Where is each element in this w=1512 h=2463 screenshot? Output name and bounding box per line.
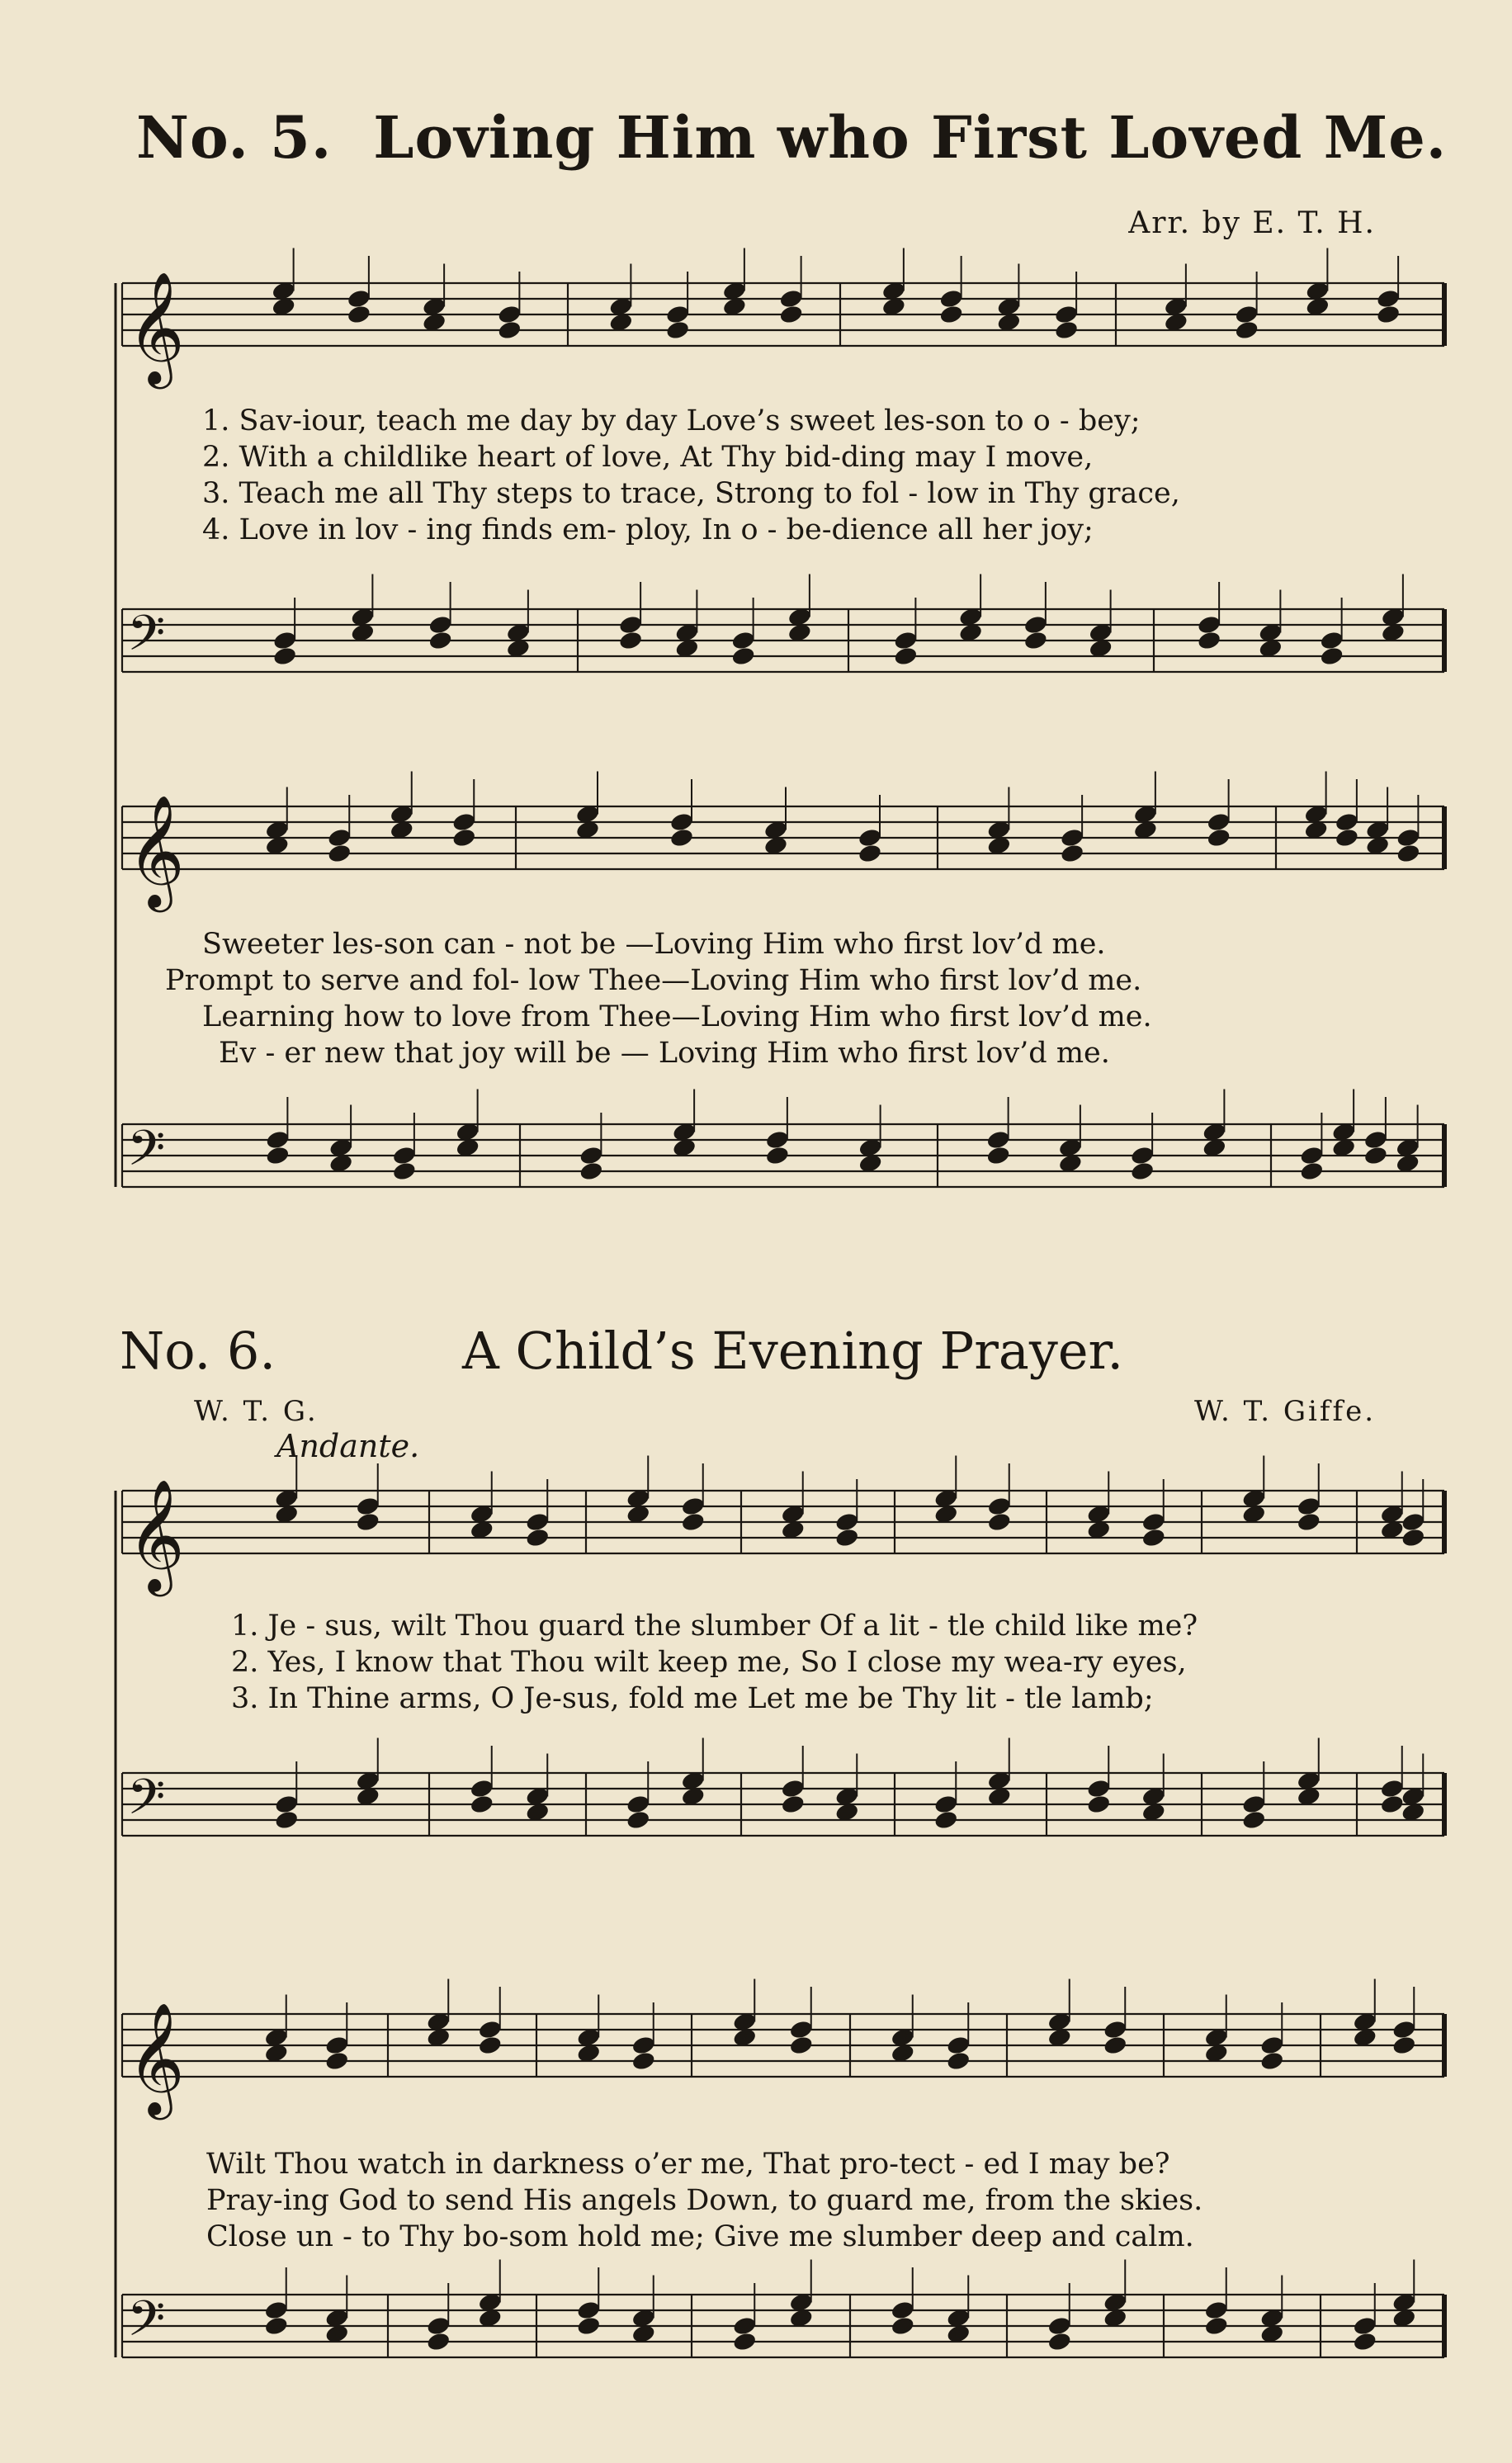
note-head — [1023, 614, 1049, 636]
note-head — [1086, 1794, 1112, 1815]
note-head — [265, 1145, 291, 1166]
note-head — [497, 319, 522, 341]
note-head — [626, 1794, 651, 1815]
note-head — [1203, 2300, 1229, 2321]
note-head — [428, 630, 453, 651]
note-head — [765, 1129, 791, 1151]
note-head — [1259, 2035, 1285, 2056]
verse-line: 2. With a childlike heart of love, At Thy bid-ding may I move, — [202, 441, 1094, 474]
verse-line: 1. Sav-iour, teach me day by day Love’s sweet les-son to o - bey; — [202, 404, 1141, 437]
hymn5-heading — [136, 103, 1447, 172]
note-head — [1141, 1527, 1166, 1548]
note-head — [1060, 843, 1085, 864]
note-head — [631, 2035, 656, 2056]
note-head — [324, 2035, 350, 2056]
note-head — [347, 304, 372, 325]
note-head — [732, 2315, 758, 2337]
note-head — [1234, 319, 1259, 341]
note-head — [477, 2019, 503, 2040]
note-head — [1363, 1145, 1389, 1166]
note-head — [730, 630, 756, 651]
note-head — [1234, 304, 1259, 325]
verse-line: Prompt to serve and fol- low Thee—Loving Him who first lov’d me. — [165, 964, 1142, 997]
note-head — [355, 1511, 380, 1533]
note-head — [680, 1511, 706, 1533]
verse-line: Wilt Thou watch in darkness o’er me, That pro-tect - ed I may be? — [206, 2148, 1170, 2181]
note-head — [1241, 1809, 1267, 1831]
verse-line: Pray-ing God to send His angels Down, to guard me, from the skies. — [206, 2184, 1203, 2217]
note-head — [780, 1794, 806, 1815]
bass-clef-icon: 𝄢 — [127, 604, 166, 674]
note-head — [780, 1778, 806, 1799]
note-head — [327, 827, 352, 849]
note-head — [730, 645, 756, 667]
note-head — [576, 2315, 602, 2337]
note-head — [1319, 630, 1344, 651]
note-head — [392, 1145, 418, 1166]
note-head — [327, 843, 352, 864]
note-head — [933, 1794, 959, 1815]
hymn6-composer: W. T. Giffe. — [1193, 1395, 1376, 1428]
note-head — [1352, 2315, 1377, 2337]
note-head — [576, 2300, 602, 2321]
hymn6-number: No. 6. — [120, 1321, 276, 1381]
note-head — [263, 2300, 289, 2321]
note-head — [834, 1527, 860, 1548]
note-head — [1392, 2019, 1417, 2040]
note-head — [631, 2050, 656, 2072]
hymn6-tempo: Andante. — [276, 1428, 420, 1464]
note-head — [469, 1794, 494, 1815]
treble-clef-icon: 𝄞 — [127, 270, 185, 384]
treble-clef-icon: 𝄞 — [127, 793, 185, 907]
note-head — [355, 1496, 380, 1517]
note-head — [778, 304, 804, 325]
note-head — [1130, 1145, 1155, 1166]
note-head — [765, 1145, 791, 1166]
note-head — [525, 1527, 550, 1548]
note-head — [1197, 630, 1222, 651]
note-head — [1401, 1511, 1426, 1533]
note-head — [1054, 319, 1080, 341]
hymn5-arranger: Arr. by E. T. H. — [1128, 206, 1376, 240]
note-head — [1047, 2331, 1072, 2352]
note-head — [1335, 827, 1360, 849]
note-head — [1296, 1496, 1321, 1517]
note-head — [477, 2035, 503, 2056]
bass-clef-icon: 𝄢 — [127, 2290, 166, 2359]
note-head — [938, 288, 964, 310]
note-head — [272, 630, 298, 651]
note-head — [1206, 811, 1231, 833]
note-head — [525, 1511, 550, 1533]
hymn5-verses-line1 — [202, 403, 1180, 548]
note-head — [1086, 1778, 1112, 1799]
note-head — [1023, 630, 1049, 651]
note-head — [1047, 2315, 1072, 2337]
hymn6-verses-line1 — [231, 1608, 1198, 1717]
verse-line: 3. In Thine arms, O Je-sus, fold me Let me be Thy lit - tle lamb; — [231, 1682, 1154, 1715]
note-head — [497, 304, 522, 325]
bass-clef-icon: 𝄢 — [127, 1119, 166, 1189]
note-head — [946, 2035, 971, 2056]
note-head — [579, 1145, 604, 1166]
note-head — [451, 811, 477, 833]
verse-line: 3. Teach me all Thy steps to trace, Strong to fol - low in Thy grace, — [202, 477, 1180, 510]
note-head — [324, 2050, 350, 2072]
note-head — [1363, 1129, 1389, 1151]
note-head — [680, 1496, 706, 1517]
note-head — [1379, 1778, 1405, 1799]
note-head — [1197, 614, 1222, 636]
note-head — [1319, 645, 1344, 667]
verse-line: Sweeter les-son can - not be —Loving Him who first lov’d me. — [202, 928, 1106, 961]
note-head — [274, 1794, 300, 1815]
note-head — [1376, 304, 1401, 325]
hymn6-author: W. T. G. — [194, 1395, 319, 1428]
note-head — [1392, 2035, 1417, 2056]
note-head — [347, 288, 372, 310]
note-head — [1396, 843, 1421, 864]
note-head — [426, 2315, 451, 2337]
note-head — [788, 2035, 814, 2056]
note-head — [1379, 1794, 1405, 1815]
note-head — [1299, 1161, 1325, 1182]
note-head — [1299, 1145, 1325, 1166]
note-head — [985, 1129, 1011, 1151]
hymn5-verses-line2 — [165, 926, 1152, 1071]
note-head — [1376, 288, 1401, 310]
note-head — [626, 1809, 651, 1831]
verse-line: Close un - to Thy bo-som hold me; Give me slumber deep and calm. — [206, 2220, 1194, 2253]
note-head — [1054, 304, 1080, 325]
note-head — [890, 2300, 915, 2321]
hymn6-verses-line2 — [206, 2146, 1203, 2255]
note-head — [1401, 1527, 1426, 1548]
note-head — [986, 1496, 1012, 1517]
note-head — [1060, 827, 1085, 849]
note-head — [946, 2050, 971, 2072]
note-head — [732, 2331, 758, 2352]
note-head — [1296, 1511, 1321, 1533]
note-head — [1141, 1511, 1166, 1533]
note-head — [451, 827, 477, 849]
note-head — [834, 1511, 860, 1533]
note-head — [890, 2315, 915, 2337]
note-head — [1206, 827, 1231, 849]
note-head — [392, 1161, 418, 1182]
note-head — [985, 1145, 1011, 1166]
note-head — [579, 1161, 604, 1182]
treble-clef-icon: 𝄞 — [127, 2001, 185, 2115]
verse-line: 4. Love in lov - ing finds em- ploy, In o - be-dience all her joy; — [202, 513, 1094, 546]
note-head — [1396, 827, 1421, 849]
note-head — [665, 319, 691, 341]
note-head — [858, 843, 883, 864]
note-head — [788, 2019, 814, 2040]
note-head — [669, 827, 695, 849]
note-head — [469, 1778, 494, 1799]
note-head — [618, 630, 644, 651]
note-head — [858, 827, 883, 849]
note-head — [272, 645, 298, 667]
note-head — [426, 2331, 451, 2352]
note-head — [665, 304, 691, 325]
hymn6-title: A Child’s Evening Prayer. — [462, 1321, 1124, 1381]
note-head — [1352, 2331, 1377, 2352]
note-head — [265, 1129, 291, 1151]
hymn5-title: Loving Him who First Loved Me. — [373, 103, 1448, 172]
note-head — [1335, 811, 1360, 833]
verse-line: 2. Yes, I know that Thou wilt keep me, So I close my wea-ry eyes, — [231, 1646, 1187, 1679]
treble-clef-icon: 𝄞 — [127, 1477, 185, 1591]
note-head — [1103, 2035, 1128, 2056]
note-head — [1203, 2315, 1229, 2337]
note-head — [618, 614, 644, 636]
note-head — [1259, 2050, 1285, 2072]
note-head — [263, 2315, 289, 2337]
note-head — [1103, 2019, 1128, 2040]
note-head — [893, 630, 919, 651]
note-head — [933, 1809, 959, 1831]
note-head — [893, 645, 919, 667]
note-head — [986, 1511, 1012, 1533]
hymn5-number: No. 5. — [136, 103, 333, 172]
note-head — [1130, 1161, 1155, 1182]
bass-clef-icon: 𝄢 — [127, 1768, 166, 1837]
verse-line: 1. Je - sus, wilt Thou guard the slumber Of a lit - tle child like me? — [231, 1610, 1198, 1643]
verse-line: Ev - er new that joy will be — Loving Him who first lov’d me. — [219, 1037, 1110, 1070]
note-head — [669, 811, 695, 833]
note-head — [274, 1809, 300, 1831]
note-head — [428, 614, 453, 636]
verse-line: Learning how to love from Thee—Loving Him who first lov’d me. — [202, 1000, 1152, 1033]
note-head — [1241, 1794, 1267, 1815]
note-head — [778, 288, 804, 310]
note-head — [938, 304, 964, 325]
